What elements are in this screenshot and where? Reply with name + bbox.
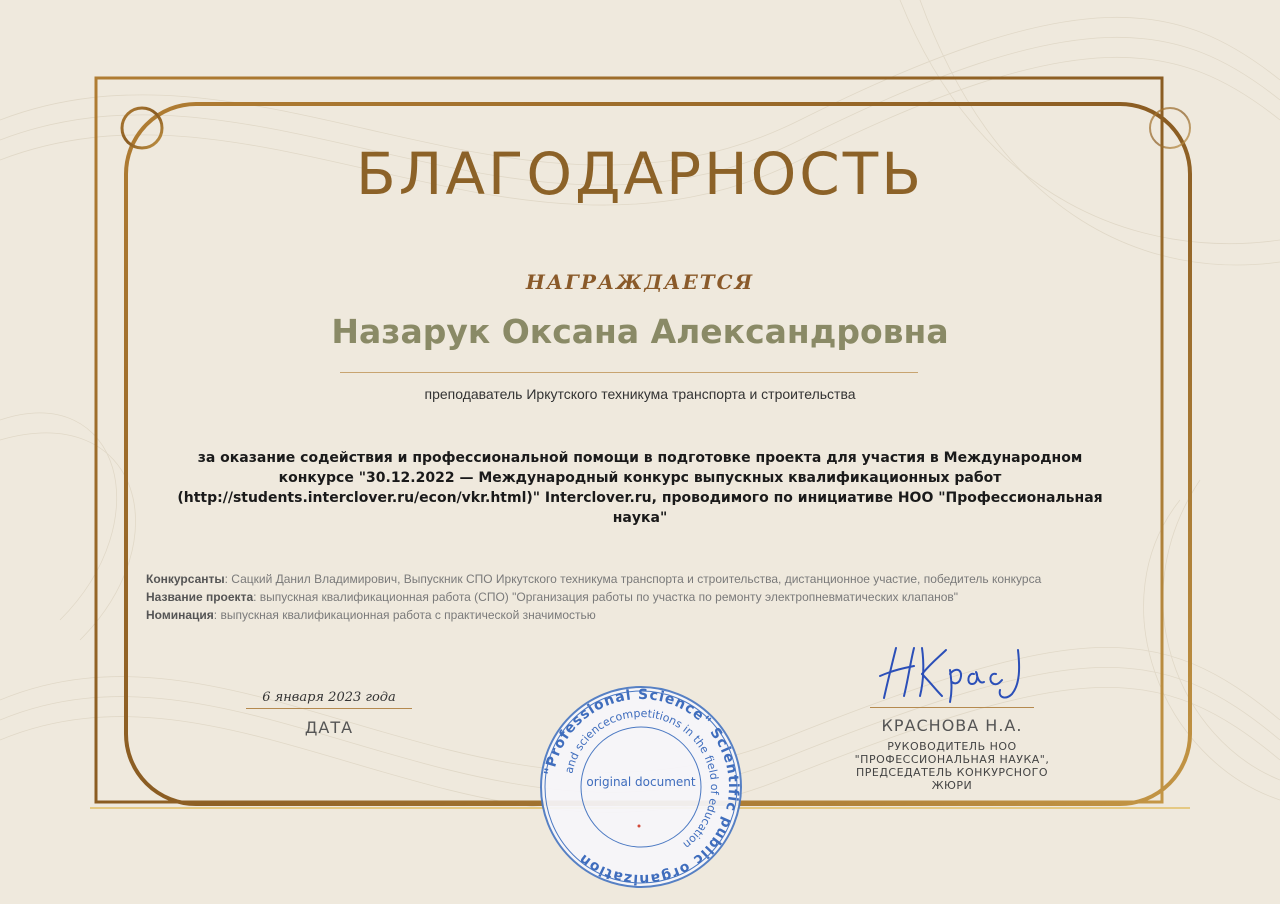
signature <box>870 640 1030 706</box>
svg-text:and sciencecompetitions in the: and sciencecompetitions in the field of education <box>562 706 722 852</box>
award-reason: за оказание содействия и профессиональной помощи в подготовке проекта для участия в Международном конкурсе "30.12.2022 — Международный конкурс выпускных квалификационных работ (http://students.interclover.ru/econ/vkr.html)" Interclover.ru, проводимого по инициативе НОО "Профессиональная наука" <box>177 450 1103 526</box>
signer-name: КРАСНОВА Н.А. <box>881 716 1023 735</box>
project-value: : выпускная квалификационная работа (СПО) "Организация работы по участка по ремонту электропневматических клапанов" <box>253 590 959 604</box>
certificate-title: БЛАГОДАРНОСТЬ <box>355 140 925 208</box>
svg-text:original document: original document <box>586 775 696 789</box>
project-label: Название проекта <box>146 590 254 604</box>
date-underline <box>246 708 412 709</box>
svg-text:"Professional Science" Scienti: "Professional Science" Scientific public organization <box>541 686 742 888</box>
seal-stamp <box>538 684 744 890</box>
contestants-value: : Сацкий Данил Владимирович, Выпускник СПО Иркутского техникума транспорта и строительства, дистанционное участие, победитель конкурса <box>224 572 1042 586</box>
nomination-label: Номинация <box>146 608 214 622</box>
project-line <box>146 588 1146 606</box>
nomination-value: : выпускная квалификационная работа с практической значимостью <box>213 608 596 622</box>
contestants-line <box>146 570 1146 588</box>
contestants-label: Конкурсанты <box>146 572 225 586</box>
signer-title: РУКОВОДИТЕЛЬ НОО "ПРОФЕССИОНАЛЬНАЯ НАУКА", ПРЕДСЕДАТЕЛЬ КОНКУРСНОГО ЖЮРИ <box>854 740 1050 792</box>
recipient-position: преподаватель Иркутского техникума транспорта и строительства <box>424 386 856 402</box>
contest-details <box>146 570 1146 624</box>
signature-underline <box>870 707 1034 708</box>
name-underline <box>340 372 918 373</box>
nomination-line <box>146 606 1146 624</box>
date-label: ДАТА <box>304 718 354 737</box>
recipient-name: Назарук Оксана Александровна <box>331 312 949 351</box>
awarded-label: НАГРАЖДАЕТСЯ <box>525 270 755 294</box>
date-value: 6 января 2023 года <box>262 690 396 705</box>
